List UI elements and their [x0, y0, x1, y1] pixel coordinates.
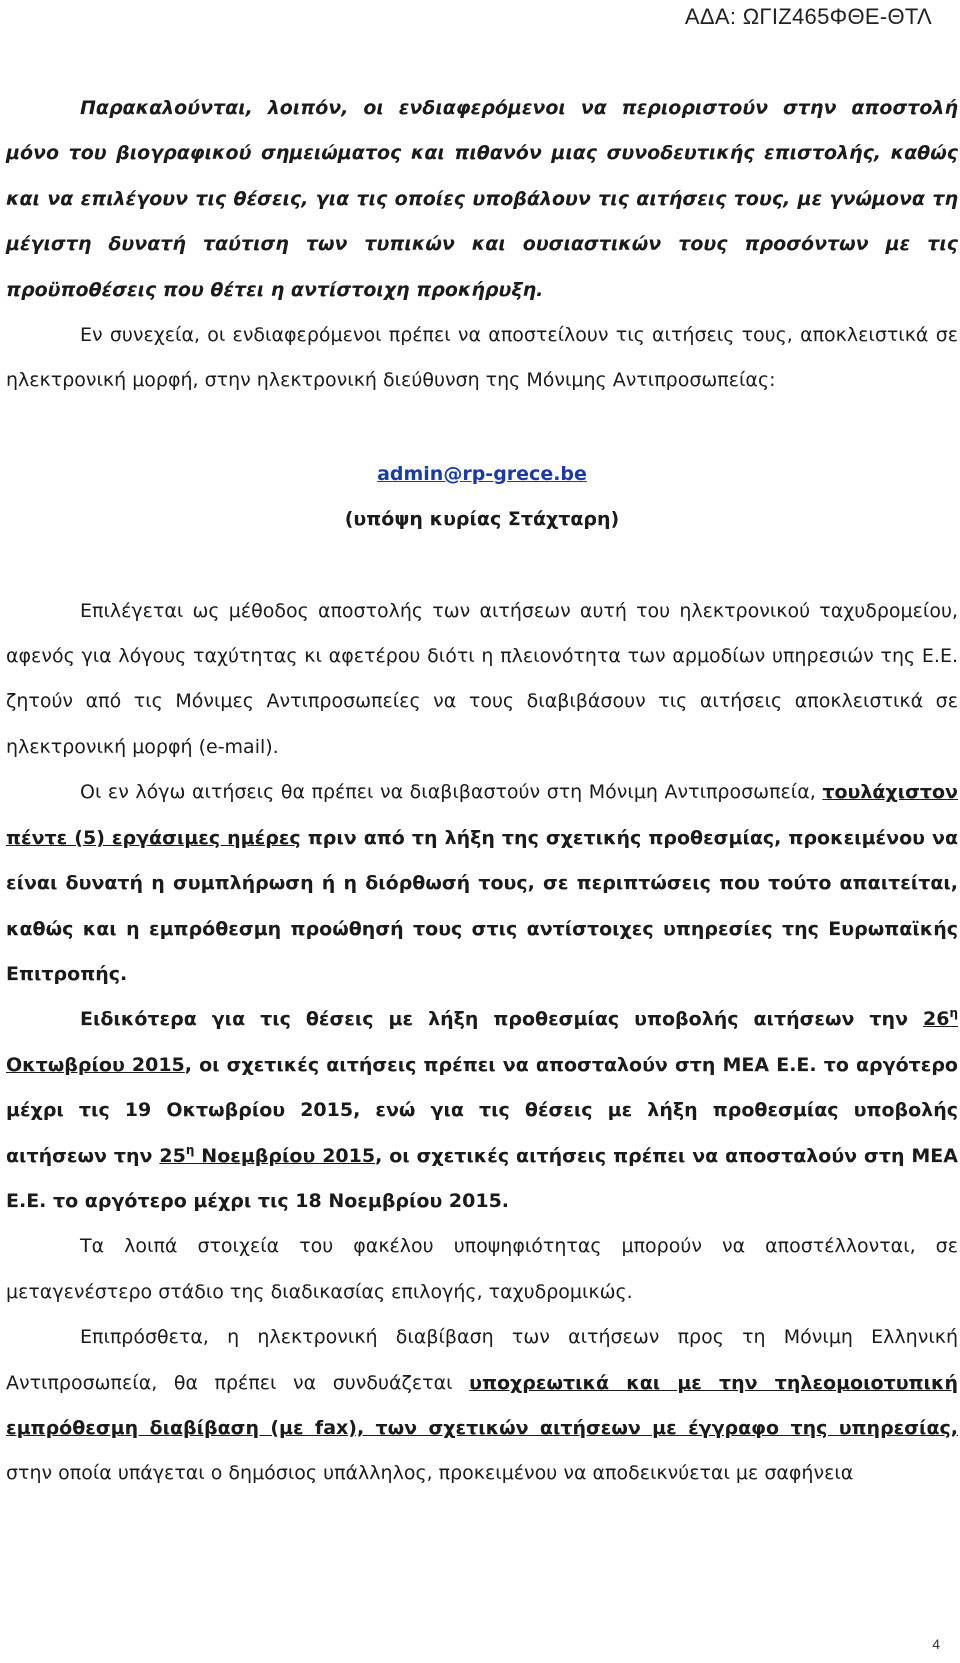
p4-rest: πριν από τη λήξη της σχετικής προθεσμίας, προκειμένου να είναι δυνατή η συμπλήρωση ή η διόρθωσή τους, σε περιπτώσεις που τούτο απαιτείται, καθώς και η εμπρόθεσμη προώθησή τους στις αντίστοιχες υπηρεσίες της Ευρωπαϊκής Επιτροπής. [6, 826, 958, 985]
p5-date2 [159, 1142, 376, 1167]
p5-date2-sup: η [185, 1142, 195, 1157]
paragraph-6: Τα λοιπά στοιχεία του φακέλου υποψηφιότητας μπορούν να αποστέλλονται, σε μεταγενέστερο στάδιο της διαδικασίας επιλογής, ταχυδρομικώς. [6, 1235, 958, 1303]
p7-underlined: υποχρεωτικά και με την τηλεομοιοτυπική εμπρόθεσμη διαβίβαση (με fax), των σχετικών αιτήσεων με έγγραφο της υπηρεσίας, [6, 1371, 958, 1439]
p5-date1-day: 26 [923, 1008, 950, 1031]
spacer [6, 543, 958, 589]
ada-code-header: ΑΔΑ: ΩΓΙΖ465ΦΘΕ-ΘΤΛ [684, 4, 932, 29]
paragraph-5 [6, 997, 958, 1224]
paragraph-7 [6, 1315, 958, 1497]
p5-a: Ειδικότερα για τις θέσεις με λήξη προθεσμίας υποβολής αιτήσεων την [80, 1008, 923, 1031]
p4-deadline-underlined: τουλάχιστον πέντε (5) εργάσιμες ημέρες [6, 781, 958, 849]
p5-date2-rest: Νοεμβρίου 2015 [194, 1144, 376, 1167]
p4-intro: Οι εν λόγω αιτήσεις θα πρέπει να διαβιβαστούν στη Μόνιμη Αντιπροσωπεία, [80, 781, 823, 804]
paragraph-2: Εν συνεχεία, οι ενδιαφερόμενοι πρέπει να αποστείλουν τις αιτήσεις τους, αποκλειστικά σε ηλεκτρονική μορφή, στην ηλεκτρονική διεύθυνση της Μόνιμης Αντιπροσωπείας: [6, 324, 958, 392]
paragraph-3: Επιλέγεται ως μέθοδος αποστολής των αιτήσεων αυτή του ηλεκτρονικού ταχυδρομείου, αφενός για λόγους ταχύτητας κι αφετέρου διότι η πλειονότητα των αρμοδίων υπηρεσιών της Ε.Ε. ζητούν από τις Μόνιμες Αντιπροσωπείες να τους διαβιβάσουν τις αιτήσεις αποκλειστικά σε ηλεκτρονική μορφή (e-mail). [6, 599, 958, 758]
p5-c: , οι σχετικές αιτήσεις πρέπει να αποσταλούν στη ΜΕΑ Ε.Ε. το αργότερο μέχρι τις 18 Νοεμβρίου 2015. [6, 1144, 958, 1212]
paragraph-1: Παρακαλούνται, λοιπόν, οι ενδιαφερόμενοι να περιοριστούν στην αποστολή μόνο του βιογραφικού σημειώματος και πιθανόν μιας συνοδευτικής επιστολής, καθώς και να επιλέγουν τις θέσεις, για τις οποίες υποβάλουν τις αιτήσεις τους, με γνώμονα τη μέγιστη δυνατή ταύτιση των τυπικών και ουσιαστικών τους προσόντων με τις προϋποθέσεις που θέτει η αντίστοιχη προκήρυξη. [6, 97, 958, 301]
document-body [6, 86, 958, 1497]
page-number: 4 [932, 1636, 940, 1652]
p5-b: , οι σχετικές αιτήσεις πρέπει να αποσταλούν στη ΜΕΑ Ε.Ε. το αργότερο μέχρι τις 19 Οκτωβρίου 2015, ενώ για τις θέσεις με λήξη προθεσμίας υποβολής αιτήσεων την [6, 1053, 958, 1167]
p7-a: Επιπρόσθετα, η ηλεκτρονική διαβίβαση των αιτήσεων προς τη Μόνιμη Ελληνική Αντιπροσωπεία, θα πρέπει να συνδυάζεται [6, 1326, 958, 1394]
paragraph-4 [6, 770, 958, 997]
p5-date1-rest: Οκτωβρίου 2015 [6, 1053, 185, 1076]
p5-date1-sup: η [949, 1006, 958, 1021]
email-line [6, 452, 958, 497]
email-link[interactable]: admin@rp-grece.be [377, 462, 587, 485]
attention-line: (υπόψη κυρίας Στάχταρη) [344, 508, 620, 531]
p7-b: στην οποία υπάγεται ο δημόσιος υπάλληλος, προκειμένου να αποδεικνύεται με σαφήνεια [6, 1462, 854, 1485]
p5-date2-day: 25 [159, 1144, 186, 1167]
spacer [6, 404, 958, 452]
